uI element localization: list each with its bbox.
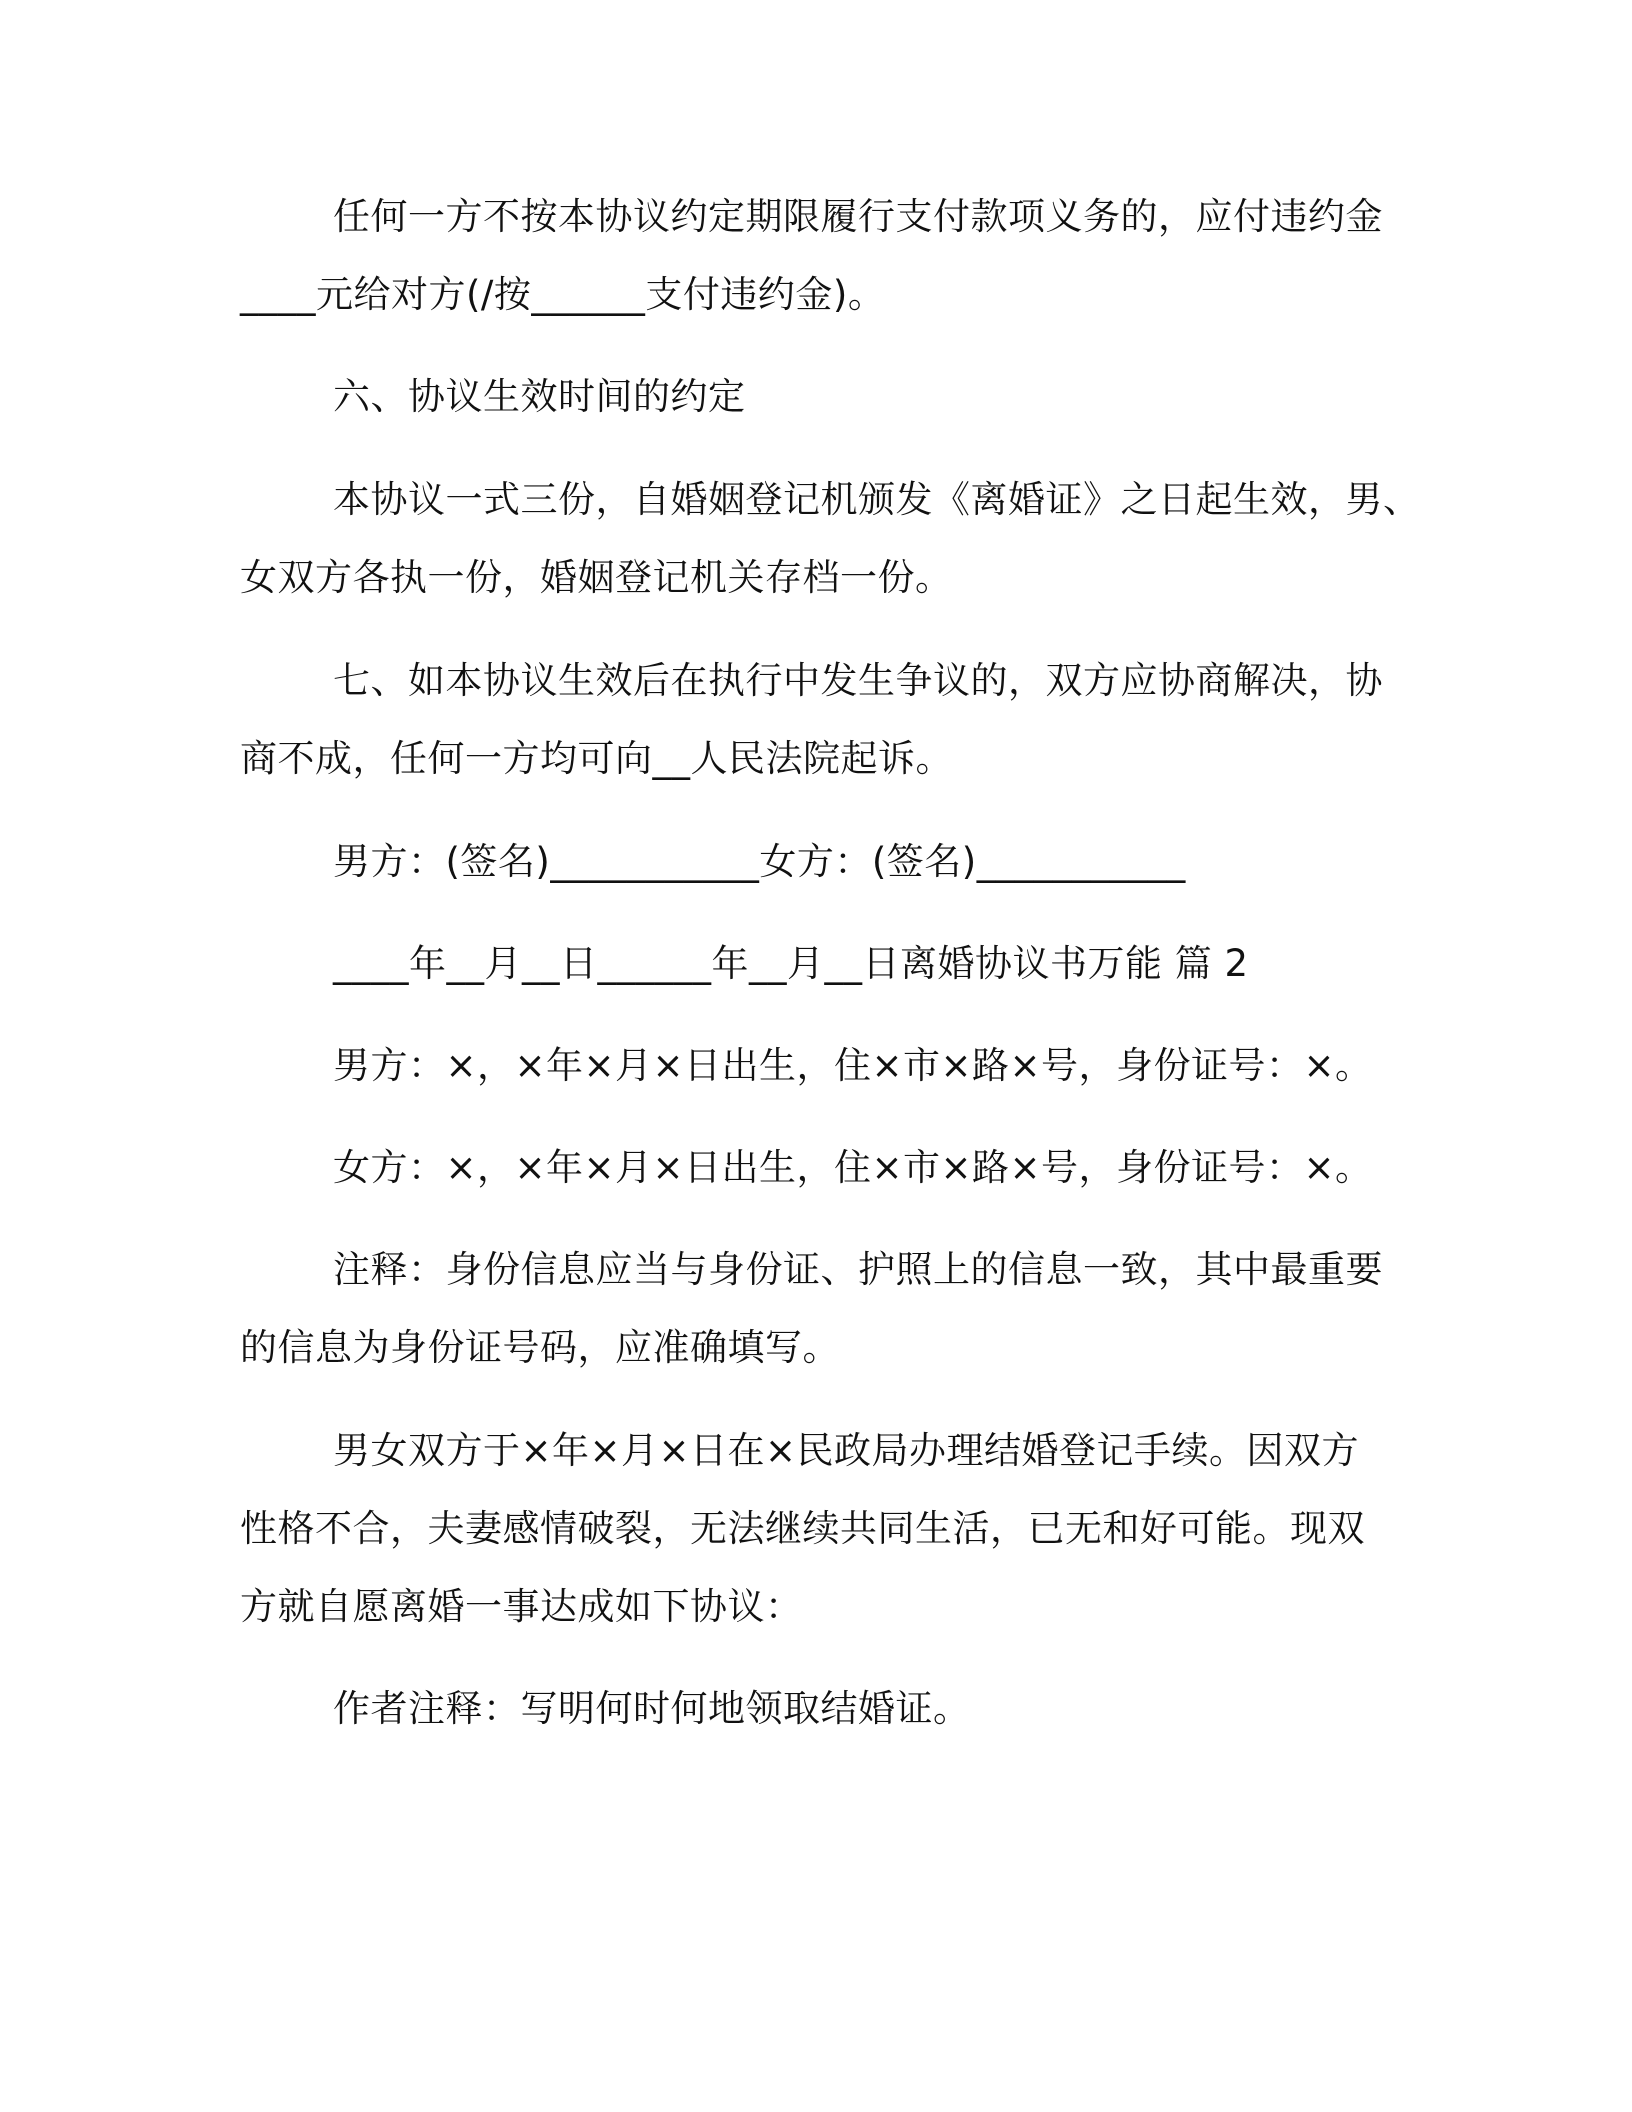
marriage-statement-line-2: 性格不合，夫妻感情破裂，无法继续共同生活，已无和好可能。现双 — [240, 1507, 1365, 1550]
section-six-heading: 六、协议生效时间的约定 — [333, 375, 746, 418]
signature-line: 男方：(签名)___________女方：(签名)___________ — [333, 840, 1186, 883]
marriage-statement-line-1: 男女双方于×年×月×日在×民政局办理结婚登记手续。因双方 — [333, 1429, 1360, 1472]
author-note: 作者注释：写明何时何地领取结婚证。 — [333, 1687, 971, 1730]
effective-clause-line-2: 女双方各执一份，婚姻登记机关存档一份。 — [240, 556, 953, 599]
marriage-statement-line-3: 方就自愿离婚一事达成如下协议： — [240, 1585, 803, 1628]
date-and-title-line: ____年__月__日______年__月__日离婚协议书万能 篇 2 — [333, 942, 1249, 985]
breach-clause-line-1: 任何一方不按本协议约定期限履行支付款项义务的，应付违约金 — [333, 195, 1383, 238]
section-seven-line-1: 七、如本协议生效后在执行中发生争议的，双方应协商解决，协 — [333, 659, 1383, 702]
section-seven-line-2: 商不成，任何一方均可向__人民法院起诉。 — [240, 737, 953, 780]
female-party-info: 女方：×，×年×月×日出生，住×市×路×号，身份证号：×。 — [333, 1146, 1373, 1189]
identity-note-line-1: 注释：身份信息应当与身份证、护照上的信息一致，其中最重要 — [333, 1248, 1383, 1291]
male-party-info: 男方：×，×年×月×日出生，住×市×路×号，身份证号：×。 — [333, 1044, 1373, 1087]
identity-note-line-2: 的信息为身份证号码，应准确填写。 — [240, 1326, 840, 1369]
effective-clause-line-1: 本协议一式三份，自婚姻登记机颁发《离婚证》之日起生效，男、 — [333, 478, 1421, 521]
breach-clause-line-2: ____元给对方(/按______支付违约金)。 — [240, 273, 886, 316]
